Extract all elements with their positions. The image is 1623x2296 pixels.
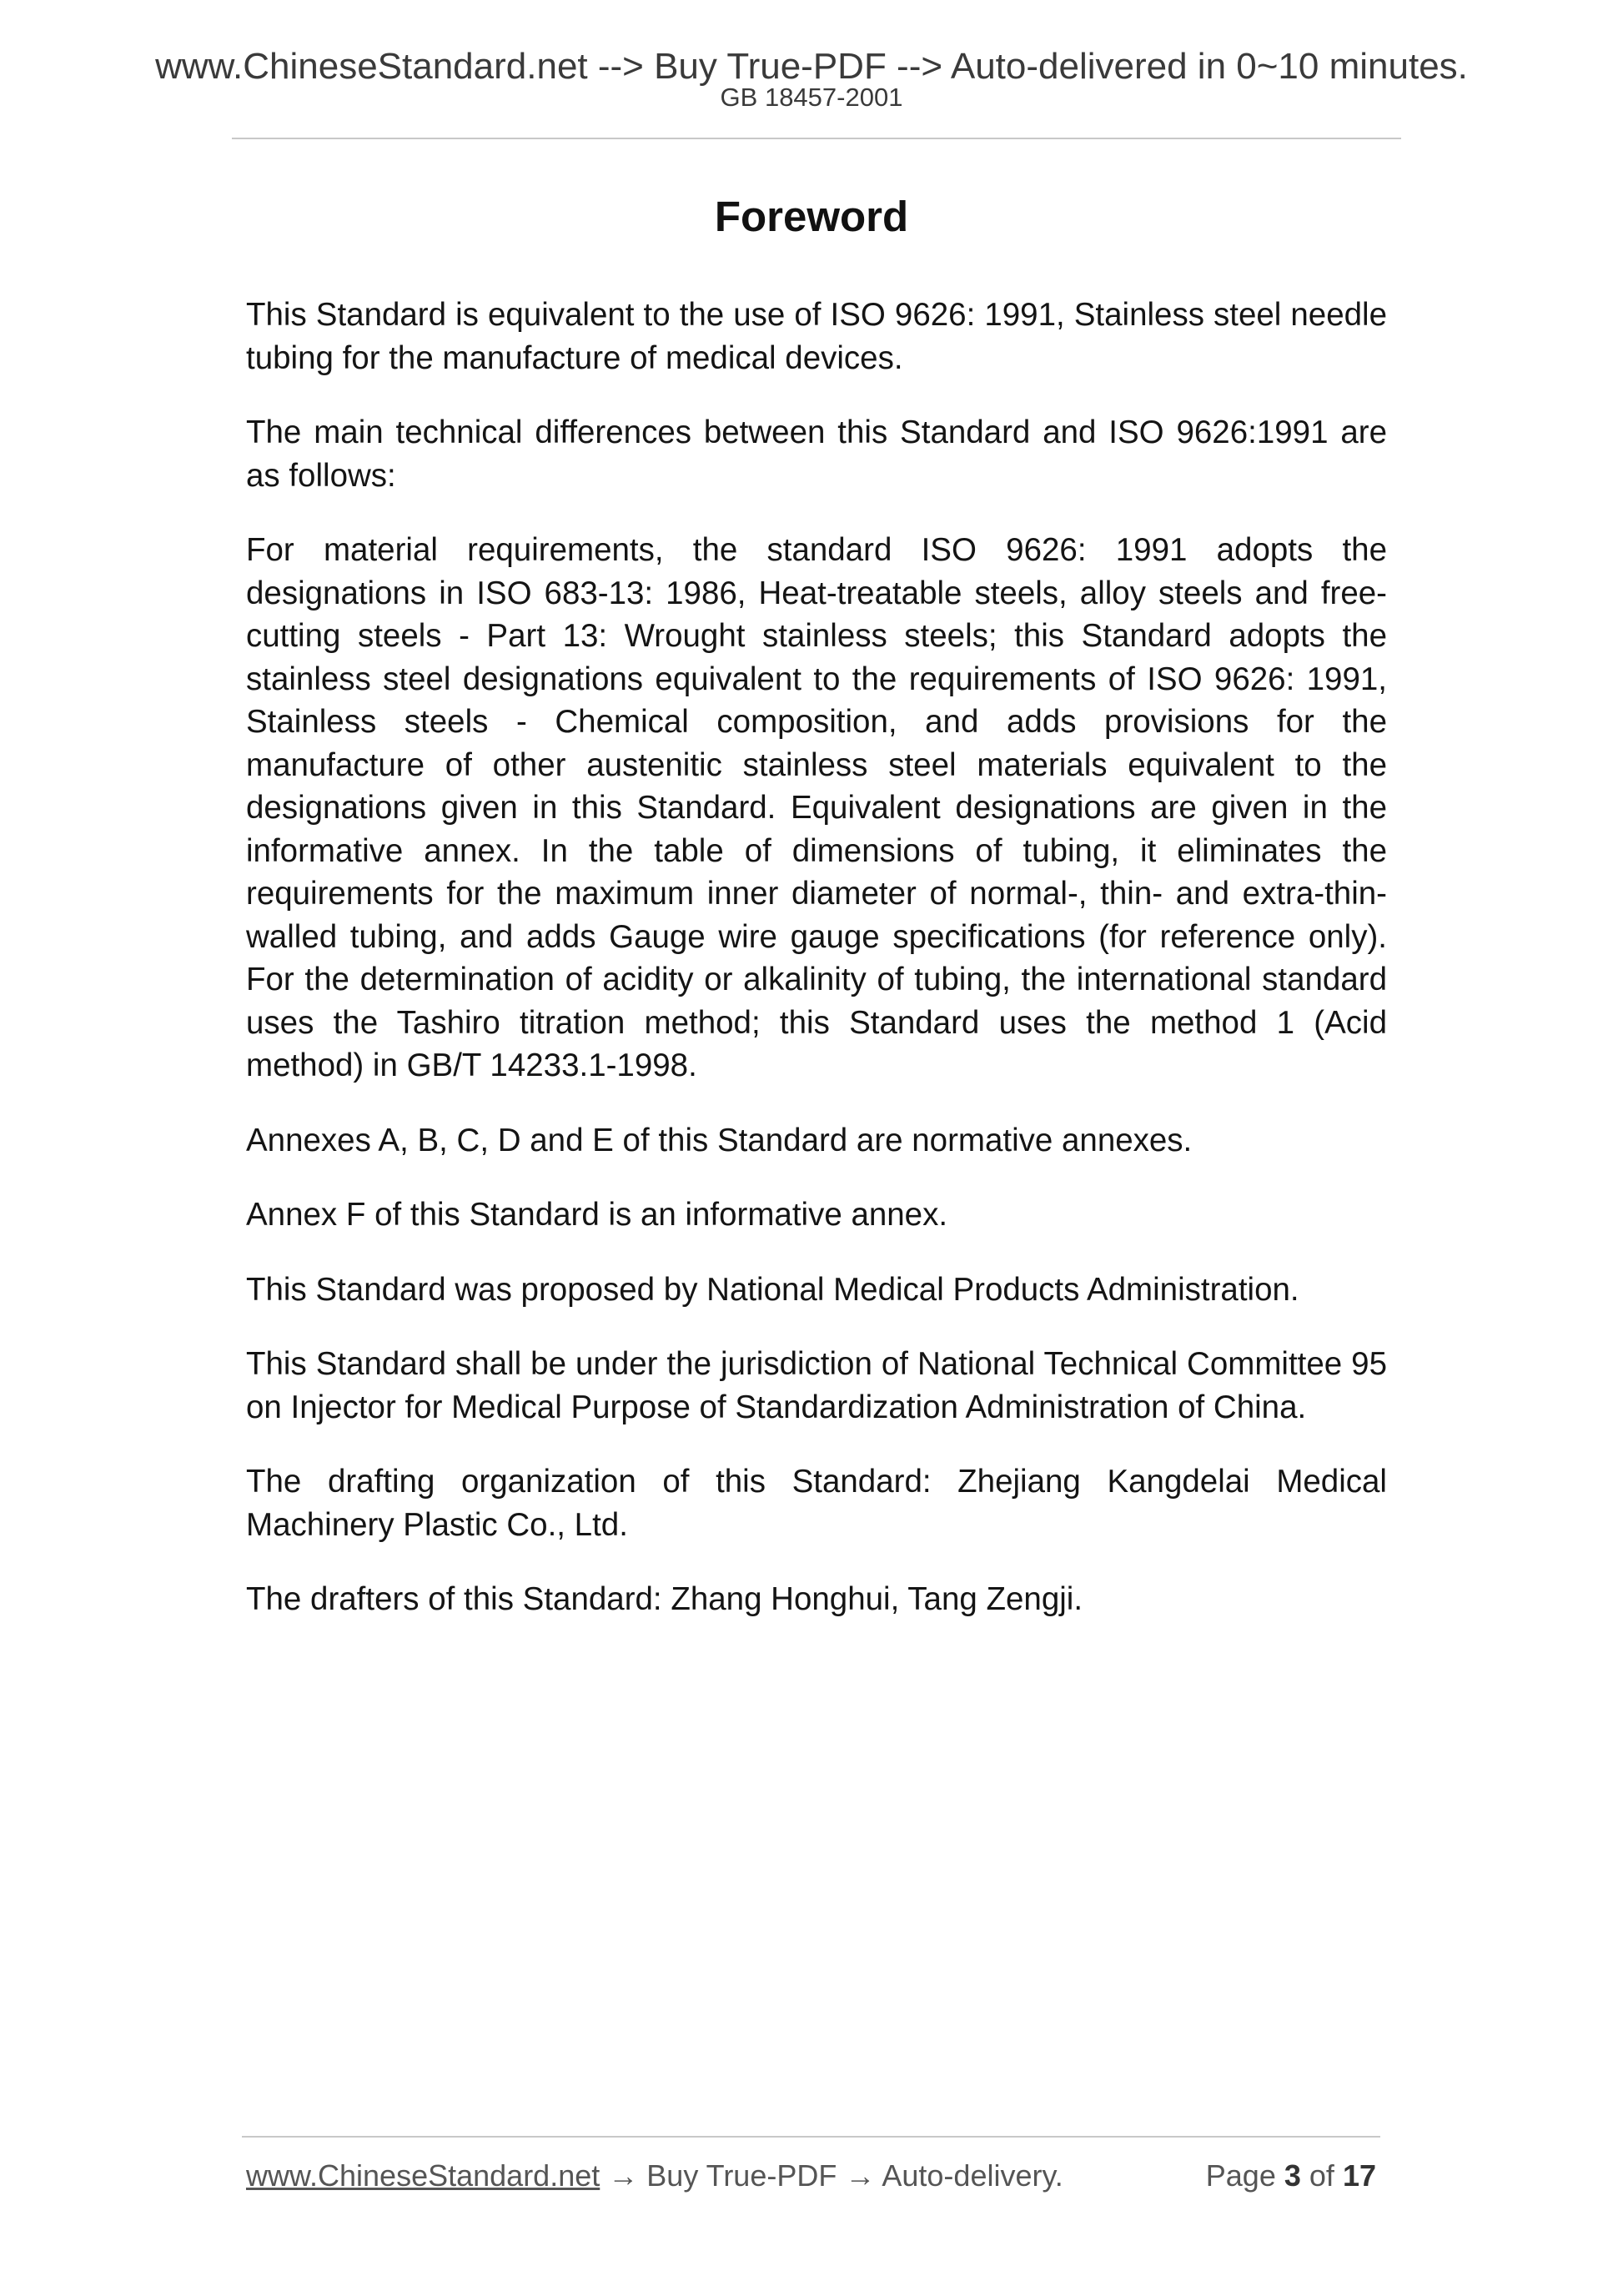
page-of-label: of xyxy=(1309,2158,1334,2193)
page-current: 3 xyxy=(1284,2158,1301,2193)
arrow-right-icon: → xyxy=(608,2158,639,2193)
paragraph-jurisdiction: This Standard shall be under the jurisdiction of National Technical Committee 95 on Injector for Medical Purpose of Standardization Administration of China. xyxy=(246,1346,1387,1425)
arrow-right-icon: → xyxy=(845,2158,876,2193)
page-label: Page xyxy=(1205,2158,1276,2193)
page-title: Foreword xyxy=(714,193,909,240)
paragraph-differences-intro: The main technical differences between this Standard and ISO 9626:1991 are as follows: xyxy=(246,414,1387,494)
header-divider xyxy=(232,138,1401,139)
foreword-body xyxy=(246,294,1387,1653)
paragraph-drafters: The drafters of this Standard: Zhang Honghui, Tang Zengji. xyxy=(246,1581,1083,1617)
footer-buy-text: Buy True-PDF xyxy=(646,2158,837,2193)
paragraph-proposed-by: This Standard was proposed by National Medical Products Administration. xyxy=(246,1271,1299,1308)
footer-links xyxy=(246,2157,1063,2195)
paragraph-informative-annex: Annex F of this Standard is an informative annex. xyxy=(246,1197,948,1233)
top-banner: www.ChineseStandard.net --> Buy True-PDF --> Auto-delivered in 0~10 minutes. xyxy=(155,46,1468,87)
footer-divider xyxy=(242,2136,1380,2138)
paragraph-equivalence: This Standard is equivalent to the use of ISO 9626: 1991, Stainless steel needle tubing for the manufacture of medical devices. xyxy=(246,297,1387,376)
page-total: 17 xyxy=(1342,2158,1376,2193)
paragraph-normative-annexes: Annexes A, B, C, D and E of this Standard are normative annexes. xyxy=(246,1122,1193,1158)
page-number xyxy=(1206,2157,1376,2195)
footer-site-link[interactable]: www.ChineseStandard.net xyxy=(246,2158,600,2193)
paragraph-drafting-organization: The drafting organization of this Standard: Zhejiang Kangdelai Medical Machinery Plastic Co., Ltd. xyxy=(246,1464,1387,1543)
paragraph-differences-detail: For material requirements, the standard ISO 9626: 1991 adopts the designations in ISO 683-13: 1986, Heat-treatable steels, alloy steels and free-cutting steels - Part 13: Wrought stainless steels; this Standard adopts the stainless steel designations equivalent to the requirements of ISO 9626: 1991, Stainless steels - Chemical composition, and adds provisions for the manufacture of other austenitic stainless steel materials equivalent to the designations given in this Standard. Equivalent designations are given in the informative annex. In the table of dimensions of tubing, it eliminates the requirements for the maximum inner diameter of normal-, thin- and extra-thin-walled tubing, and adds Gauge wire gauge specifications (for reference only). For the determination of acidity or alkalinity of tubing, the international standard uses the Tashiro titration method; this Standard uses the method 1 (Acid method) in GB/T 14233.1-1998. xyxy=(246,532,1387,1083)
document-id: GB 18457-2001 xyxy=(720,83,903,112)
footer-delivery-text: Auto-delivery. xyxy=(882,2158,1063,2193)
